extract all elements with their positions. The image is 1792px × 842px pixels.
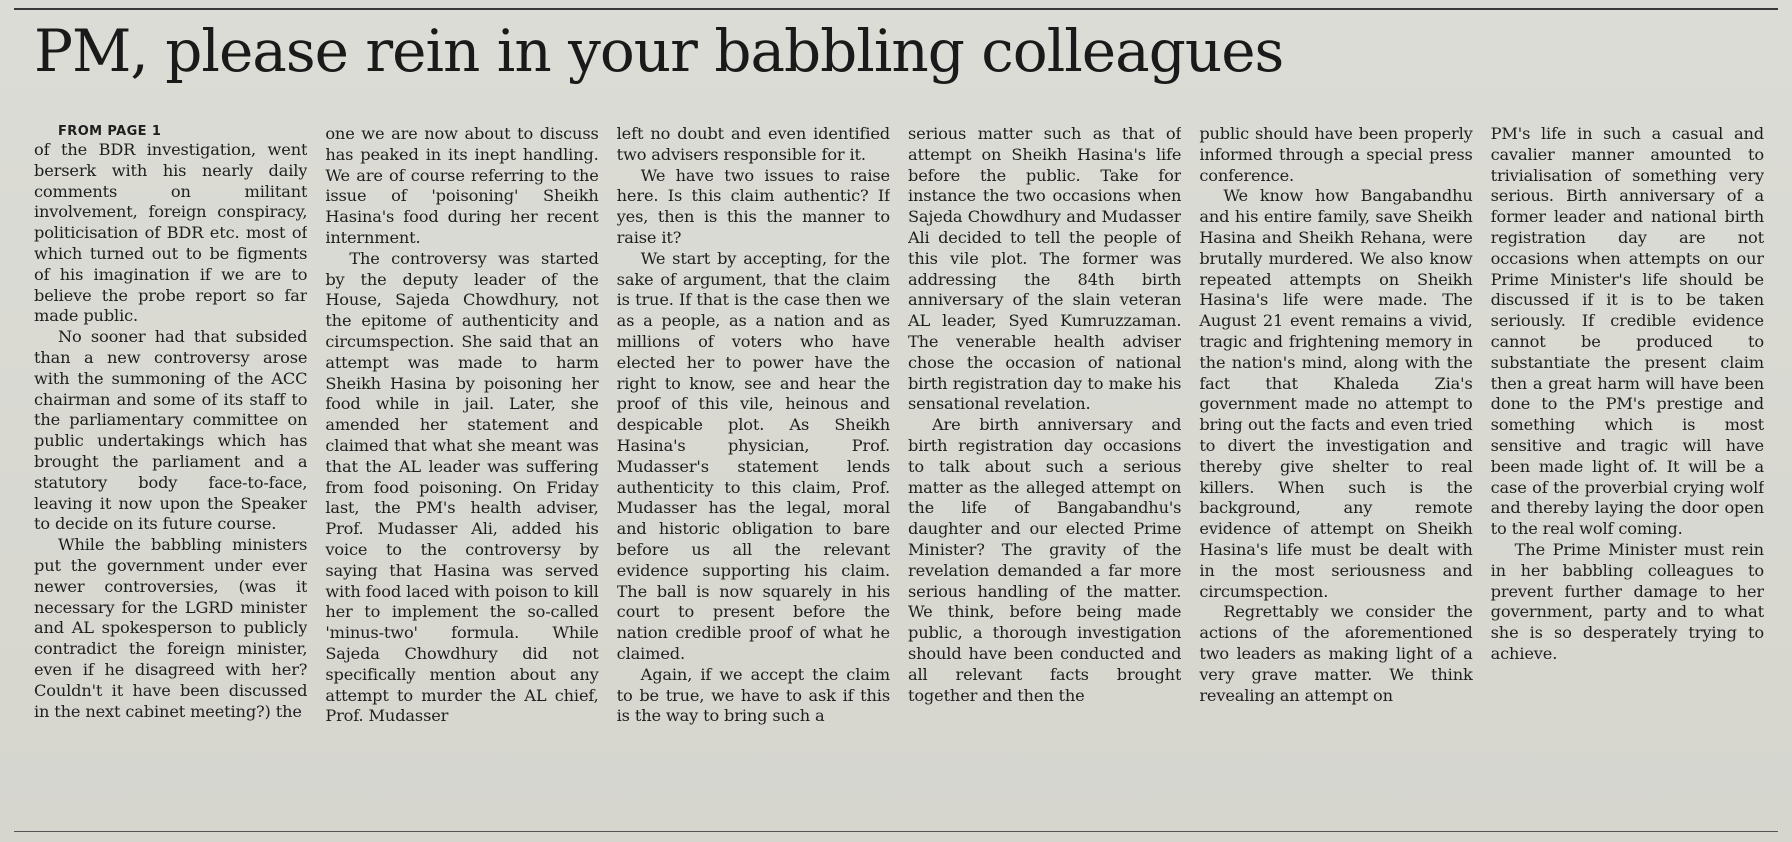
paragraph: public should have been properly informed through a special press conference. bbox=[1199, 124, 1473, 185]
column-3 bbox=[617, 124, 890, 830]
paragraph: one we are now about to discuss has peaked in its inept handling. We are of course referring to the issue of 'poisoning' Sheikh Hasina's food during her recent internment. bbox=[325, 124, 599, 247]
paragraph: left no doubt and even identified two advisers responsible for it. bbox=[616, 124, 890, 164]
top-rule bbox=[14, 8, 1778, 10]
kicker: FROM PAGE 1 bbox=[58, 124, 162, 139]
article-body bbox=[34, 124, 1764, 830]
column-1 bbox=[34, 124, 307, 830]
headline: PM, please rein in your babbling colleagues bbox=[34, 17, 1284, 85]
column-4 bbox=[908, 124, 1181, 830]
column-5 bbox=[1199, 124, 1472, 830]
column-2 bbox=[325, 124, 598, 830]
paragraph: We know how Bangabandhu and his entire family, save Sheikh Hasina and Sheikh Rehana, were brutally murdered. We also know repeated attempts on Sheikh Hasina's life were made. The August 21 event remains a vivid, tragic and frightening memory in the nation's mind, along with the fact that Khaleda Zia's government made no attempt to bring out the facts and even tried to divert the investigation and thereby give shelter to real killers. When such is the background, any remote evidence of attempt on Sheikh Hasina's life must be dealt with in the most seriousness and circumspection. bbox=[1199, 186, 1473, 601]
paragraph: serious matter such as that of attempt on Sheikh Hasina's life before the public. Take for instance the two occasions when Sajeda Chowdhury and Mudasser Ali decided to tell the people of this vile plot. The former was addressing the 84th birth anniversary of the slain veteran AL leader, Syed Kumruzzaman. The venerable health adviser chose the occasion of national birth registration day to make his sensational revelation. bbox=[907, 124, 1182, 414]
paragraph: of the BDR investigation, went berserk with his nearly daily comments on militant involvement, foreign conspiracy, politicisation of BDR etc. most of which turned out to be figments of his imagination if we are to believe the probe report so far made public. bbox=[34, 140, 308, 326]
paragraph: We start by accepting, for the sake of argument, that the claim is true. If that is the case then we as a people, as a nation and as millions of voters who have elected her to power have the right to know, see and hear the proof of this vile, heinous and despicable plot. As Sheikh Hasina's physician, Prof. Mudasser's statement lends authenticity to this claim, Prof. Mudasser has the legal, moral and historic obligation to bare before us all the relevant evidence supporting his claim. The ball is now squarely in his court to present before the nation credible proof of what he claimed. bbox=[616, 248, 890, 663]
paragraph: PM's life in such a casual and cavalier manner amounted to trivialisation of something very serious. Birth anniversary of a former leader and national birth registration day are not occasions when attempts on our Prime Minister's life should be discussed if it is to be taken seriously. If credible evidence cannot be produced to substantiate the present claim then a great harm will have been done to the PM's prestige and something which is most sensitive and tragic will have been made light of. It will be a case of the proverbial crying wolf and thereby laying the door open to the real wolf coming. bbox=[1490, 124, 1764, 539]
paragraph: While the babbling ministers put the government under ever newer controversies, (was it necessary for the LGRD minister and AL spokesperson to publicly contradict the foreign minister, even if he disagreed with her? Couldn't it have been discussed in the next cabinet meeting?) the bbox=[34, 535, 308, 721]
bottom-rule bbox=[14, 831, 1778, 832]
paragraph: We have two issues to raise here. Is this claim authentic? If yes, then is this the manner to raise it? bbox=[616, 165, 890, 247]
paragraph: Again, if we accept the claim to be true, we have to ask if this is the way to bring such a bbox=[616, 664, 890, 726]
paragraph: The Prime Minister must rein in her babbling colleagues to prevent further damage to her government, party and to what she is so desperately trying to achieve. bbox=[1490, 539, 1764, 663]
paragraph: The controversy was started by the deputy leader of the House, Sajeda Chowdhury, not the epitome of authenticity and circumspection. She said that an attempt was made to harm Sheikh Hasina by poisoning her food while in jail. Later, she amended her statement and claimed that what she meant was that the AL leader was suffering from food poisoning. On Friday last, the PM's health adviser, Prof. Mudasser Ali, added his voice to the controversy by saying that Hasina was served with food laced with poison to kill her to implement the so-called 'minus-two' formula. While Sajeda Chowdhury did not specifically mention about any attempt to murder the AL chief, Prof. Mudasser bbox=[325, 248, 599, 726]
paragraph: Regrettably we consider the actions of the aforementioned two leaders as making light of a very grave matter. We think revealing an attempt on bbox=[1199, 602, 1473, 705]
column-6 bbox=[1491, 124, 1764, 830]
paragraph: Are birth anniversary and birth registration day occasions to talk about such a serious matter as the alleged attempt on the life of Bangabandhu's daughter and our elected Prime Minister? The gravity of the revelation demanded a far more serious handling of the matter. We think, before being made public, a thorough investigation should have been conducted and all relevant facts brought together and then the bbox=[907, 415, 1182, 705]
paragraph: No sooner had that subsided than a new controversy arose with the summoning of the ACC chairman and some of its staff to the parliamentary committee on public undertakings which has brought the parliament and a statutory body face-to-face, leaving it now upon the Speaker to decide on its future course. bbox=[34, 327, 308, 534]
